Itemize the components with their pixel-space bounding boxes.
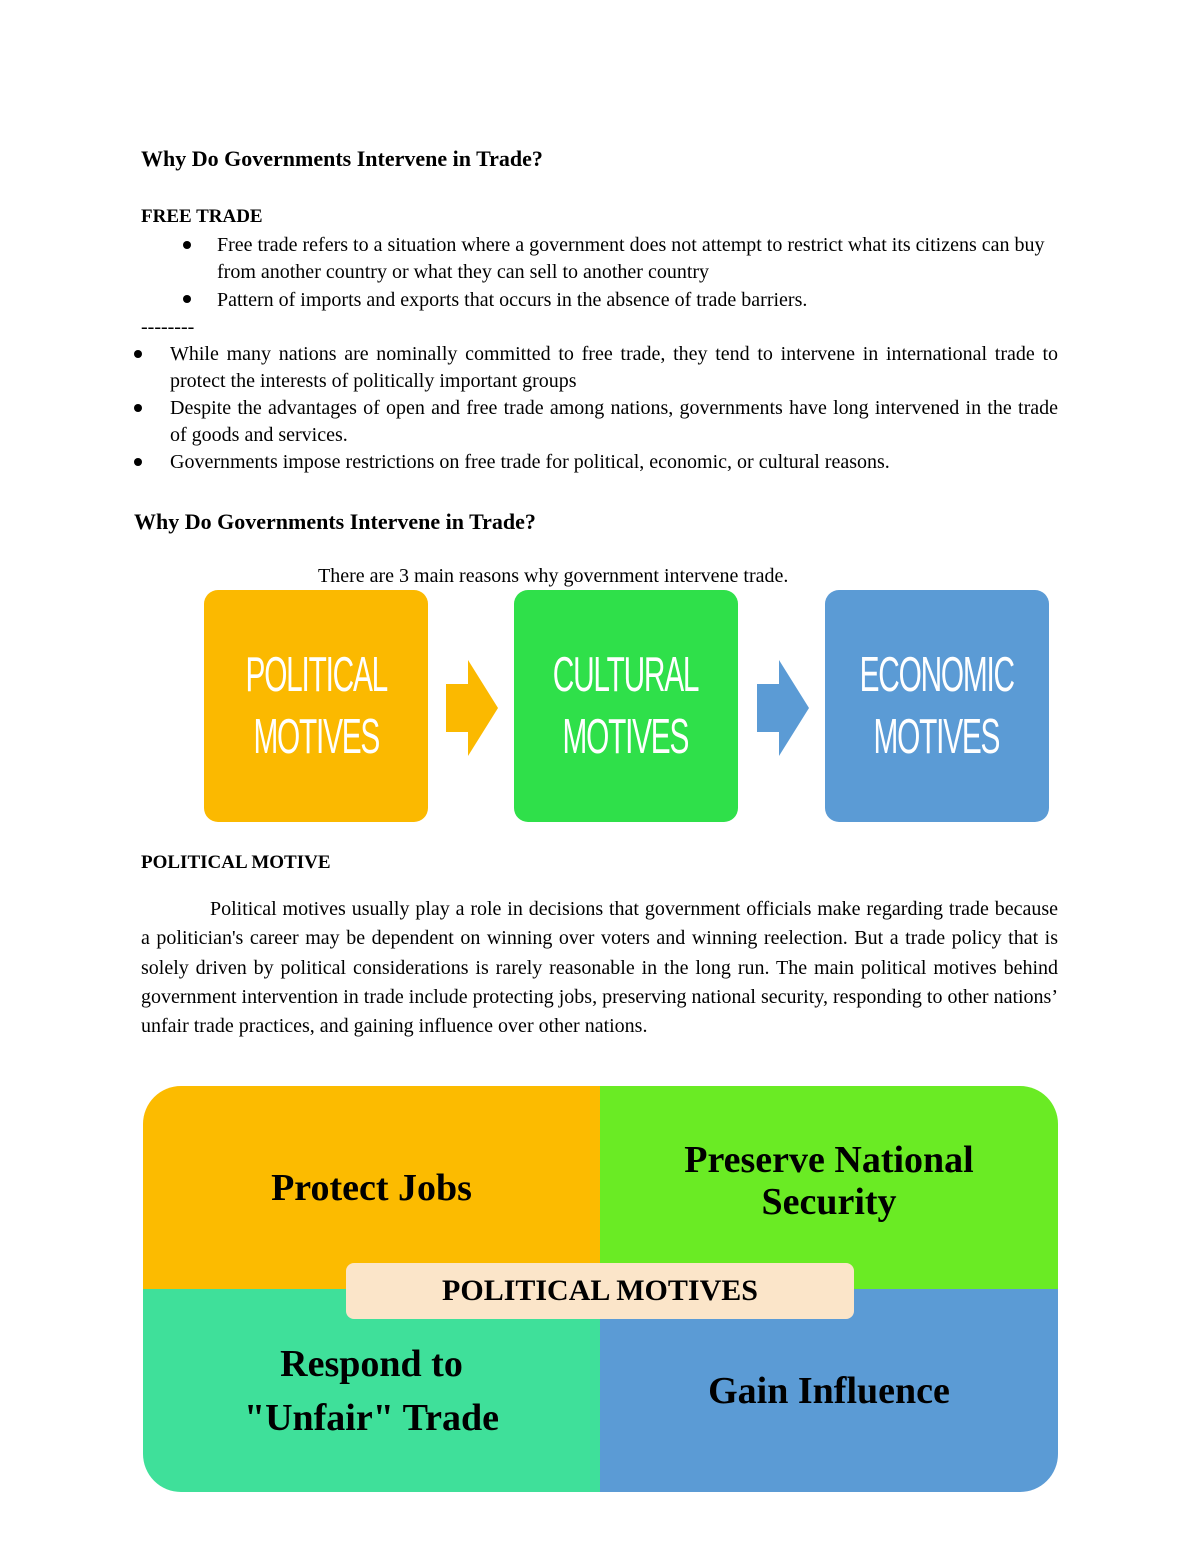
free-trade-bullet-2: Pattern of imports and exports that occurs in the absence of trade barriers.: [217, 289, 808, 311]
free-trade-bullet-1: Free trade refers to a situation where a government does not attempt to restrict what its citizens can buy from another country or what they can sell to another country: [217, 234, 1045, 283]
intervention-bullet-2: Despite the advantages of open and free trade among nations, governments have long intervened in the trade of goods and services.: [170, 397, 1058, 446]
separator: --------: [141, 316, 195, 338]
reasons-intro: There are 3 main reasons why government intervene trade.: [318, 565, 789, 587]
section-title-2: Why Do Governments Intervene in Trade?: [134, 509, 536, 534]
bullet-icon: [183, 295, 191, 303]
bullet-icon: [134, 350, 142, 358]
motive-line: MOTIVES: [253, 710, 379, 764]
unfair-trade-quadrant: [143, 1289, 600, 1492]
economic-motives-box: [825, 590, 1049, 822]
intervention-bullet-1: While many nations are nominally committed to free trade, they tend to intervene in international trade to protect the interests of politically important groups: [170, 343, 1058, 392]
motive-line: MOTIVES: [874, 710, 1000, 764]
quadrant-label: Preserve National: [684, 1138, 974, 1181]
bullet-icon: [134, 458, 142, 466]
political-motive-heading: POLITICAL MOTIVE: [141, 852, 331, 873]
political-motive-paragraph: Political motives usually play a role in decisions that government officials make regarding trade because a politician's career may be dependent on winning over voters and winning reelection. But a trade policy that is solely driven by political considerations is rarely reasonable in the long run. The main political motives behind government intervention in trade include protecting jobs, preserving national security, responding to other nations’ unfair trade practices, and gaining influence over other nations.: [141, 898, 1058, 1038]
quadrant-label: Protect Jobs: [271, 1166, 472, 1209]
quadrant-label: Security: [761, 1180, 897, 1223]
gain-influence-quadrant: [600, 1289, 1058, 1492]
free-trade-heading: FREE TRADE: [141, 206, 263, 227]
bullet-icon: [183, 241, 191, 249]
arrow-right-icon: [446, 660, 498, 756]
political-motives-center-label: POLITICAL MOTIVES: [346, 1263, 854, 1319]
protect-jobs-quadrant: [143, 1086, 600, 1289]
motive-line: ECONOMIC: [859, 648, 1015, 702]
national-security-quadrant: [600, 1086, 1058, 1289]
motive-line: POLITICAL: [245, 648, 387, 702]
bullet-icon: [134, 404, 142, 412]
cultural-motives-box: [514, 590, 738, 822]
quadrant-label: Gain Influence: [708, 1369, 950, 1412]
quadrant-label: "Unfair" Trade: [243, 1396, 500, 1439]
motive-line: CULTURAL: [553, 648, 699, 702]
motive-line: MOTIVES: [563, 710, 689, 764]
political-motives-box: [204, 590, 428, 822]
arrow-right-icon: [757, 660, 809, 756]
quadrant-label: Respond to: [280, 1342, 463, 1385]
page-title: Why Do Governments Intervene in Trade?: [141, 146, 543, 171]
intervention-bullet-3: Governments impose restrictions on free trade for political, economic, or cultural reasons.: [170, 451, 890, 473]
